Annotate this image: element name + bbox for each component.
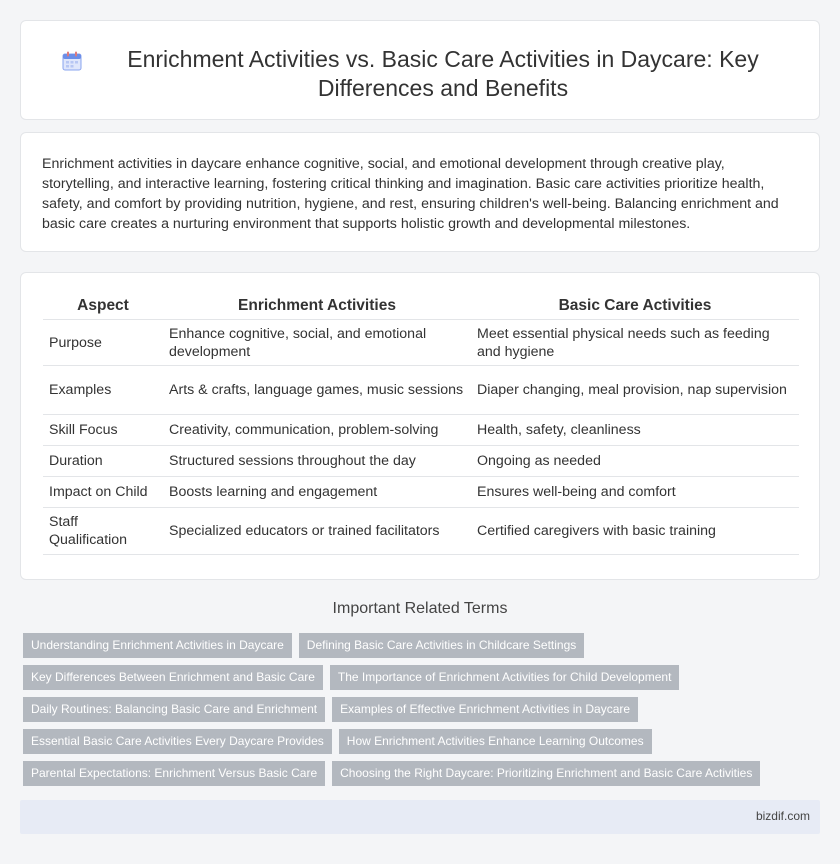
- tag-row: [23, 761, 823, 793]
- table-cell-enrichment: Boosts learning and engagement: [163, 477, 471, 508]
- tag-row: [23, 697, 823, 729]
- related-terms-heading: Important Related Terms: [332, 600, 508, 617]
- table-row: [43, 415, 799, 446]
- calendar-icon: [61, 50, 83, 72]
- table-cell-enrichment: Creativity, communication, problem-solving: [163, 415, 471, 446]
- table-cell-aspect: Impact on Child: [43, 477, 163, 508]
- comparison-table: [43, 297, 799, 555]
- footer: [20, 800, 820, 834]
- table-row: [43, 477, 799, 508]
- footer-site-link[interactable]: bizdif.com: [755, 809, 810, 823]
- intro-card: [20, 132, 820, 252]
- related-terms-list: [23, 633, 823, 793]
- table-cell-enrichment: Arts & crafts, language games, music sessions: [163, 366, 471, 415]
- table-cell-aspect: Staff Qualification: [43, 508, 163, 555]
- table-cell-enrichment: Enhance cognitive, social, and emotional development: [163, 320, 471, 366]
- related-term-tag[interactable]: Daily Routines: Balancing Basic Care and Enrichment: [23, 697, 325, 722]
- table-cell-aspect: Examples: [43, 366, 163, 415]
- related-term-tag[interactable]: Key Differences Between Enrichment and Basic Care: [23, 665, 323, 690]
- related-term-tag[interactable]: Examples of Effective Enrichment Activities in Daycare: [332, 697, 638, 722]
- related-term-tag[interactable]: Choosing the Right Daycare: Prioritizing Enrichment and Basic Care Activities: [332, 761, 760, 786]
- table-cell-basic-care: Diaper changing, meal provision, nap supervision: [471, 366, 799, 415]
- table-row: [43, 446, 799, 477]
- table-cell-basic-care: Meet essential physical needs such as feeding and hygiene: [471, 320, 799, 366]
- table-cell-enrichment: Specialized educators or trained facilitators: [163, 508, 471, 555]
- tag-row: [23, 633, 823, 665]
- related-term-tag[interactable]: Parental Expectations: Enrichment Versus Basic Care: [23, 761, 325, 786]
- table-cell-basic-care: Health, safety, cleanliness: [471, 415, 799, 446]
- table-cell-basic-care: Ongoing as needed: [471, 446, 799, 477]
- title-card: [20, 20, 820, 120]
- column-header-basic-care: Basic Care Activities: [471, 297, 799, 320]
- table-cell-basic-care: Certified caregivers with basic training: [471, 508, 799, 555]
- tag-row: [23, 729, 823, 761]
- table-cell-enrichment: Structured sessions throughout the day: [163, 446, 471, 477]
- table-row: [43, 366, 799, 415]
- tag-row: [23, 665, 823, 697]
- related-term-tag[interactable]: Understanding Enrichment Activities in Daycare: [23, 633, 292, 658]
- column-header-enrichment: Enrichment Activities: [163, 297, 471, 320]
- intro-paragraph: Enrichment activities in daycare enhance cognitive, social, and emotional development through creative play, storytelling, and interactive learning, fostering critical thinking and imagination. Basic care activities prioritize health, safety, and comfort by providing nutrition, hygiene, and rest, ensuring children's well-being. Balancing enrichment and basic care creates a nurturing environment that supports holistic growth and developmental milestones.: [42, 156, 779, 232]
- table-cell-aspect: Duration: [43, 446, 163, 477]
- table-cell-basic-care: Ensures well-being and comfort: [471, 477, 799, 508]
- table-cell-aspect: Skill Focus: [43, 415, 163, 446]
- related-term-tag[interactable]: The Importance of Enrichment Activities for Child Development: [330, 665, 679, 690]
- table-header-row: [43, 297, 799, 320]
- page-title: Enrichment Activities vs. Basic Care Activities in Daycare: Key Differences and Benefits: [127, 46, 759, 101]
- comparison-table-card: [20, 272, 820, 580]
- table-cell-aspect: Purpose: [43, 320, 163, 366]
- related-term-tag[interactable]: Essential Basic Care Activities Every Daycare Provides: [23, 729, 332, 754]
- table-row: [43, 320, 799, 366]
- related-term-tag[interactable]: Defining Basic Care Activities in Childcare Settings: [299, 633, 584, 658]
- related-term-tag[interactable]: How Enrichment Activities Enhance Learning Outcomes: [339, 729, 652, 754]
- table-row: [43, 508, 799, 555]
- column-header-aspect: Aspect: [43, 297, 163, 320]
